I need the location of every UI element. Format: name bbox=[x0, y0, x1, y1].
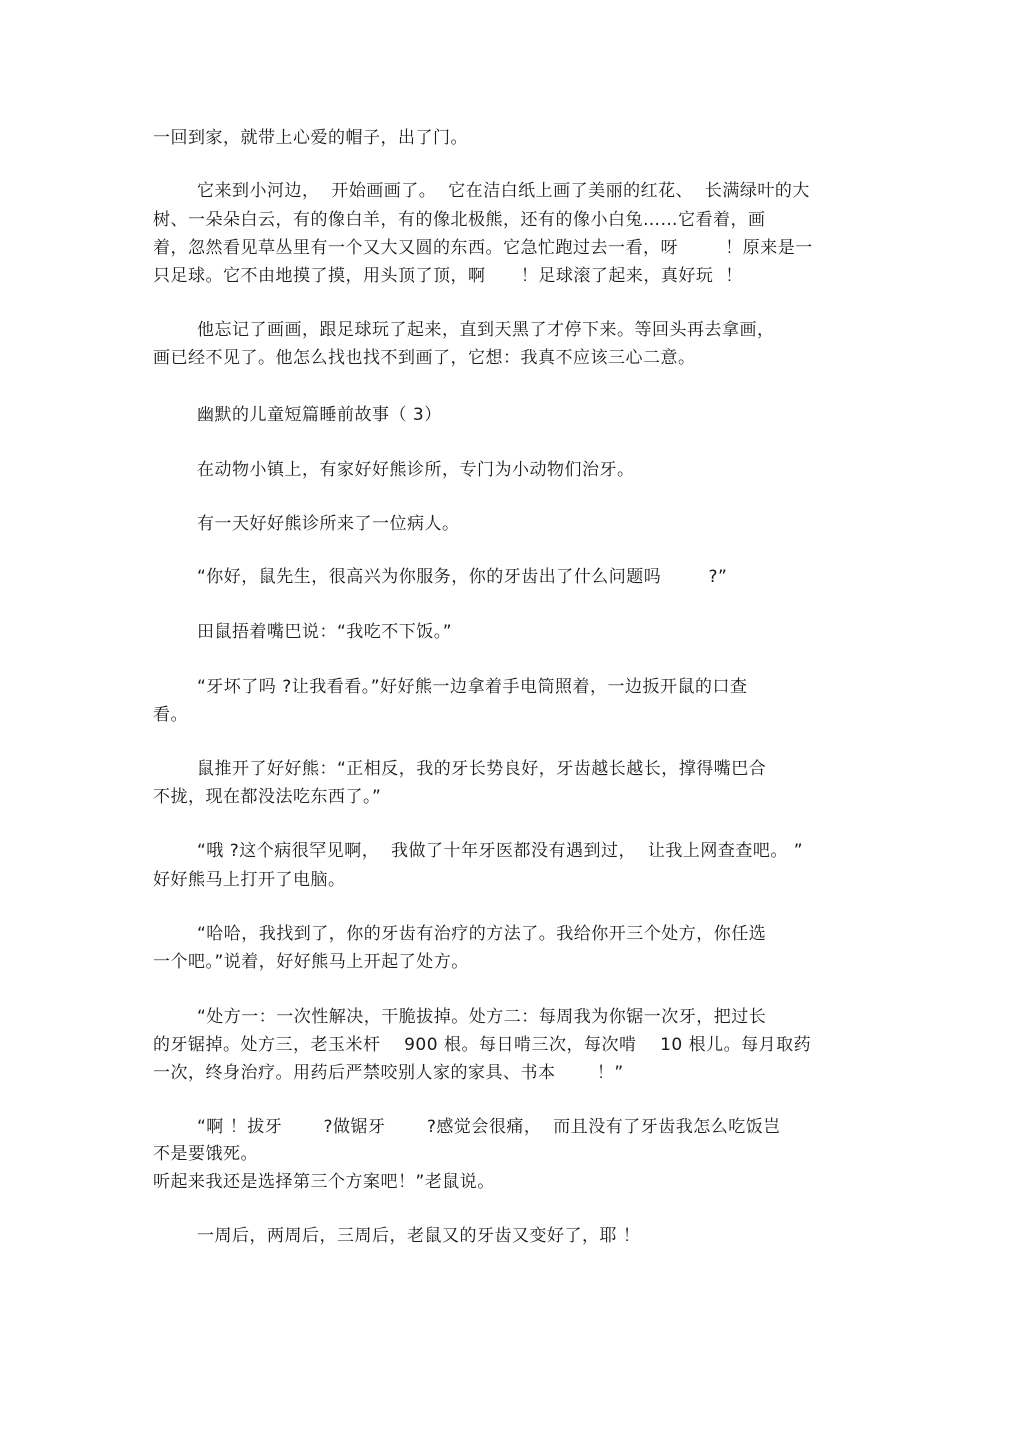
paragraph-line: 鼠推开了好好熊：“正相反，我的牙长势良好，牙齿越长越长，撑得嘴巴合 bbox=[197, 759, 767, 779]
paragraph-line: “啊 ！拔牙 ?做锯牙 ?感觉会很痛， 而且没有了牙齿我怎么吃饭岂 bbox=[197, 1117, 781, 1137]
paragraph-line: “哦 ?这个病很罕见啊， 我做了十年牙医都没有遇到过， 让我上网查查吧。 ” bbox=[197, 841, 804, 861]
paragraph-line: “牙坏了吗 ?让我看看。”好好熊一边拿着手电筒照着，一边扳开鼠的口查 bbox=[197, 677, 748, 697]
paragraph-line: 一回到家，就带上心爱的帽子，出了门。 bbox=[153, 128, 468, 148]
paragraph-line: 一个吧。”说着，好好熊马上开起了处方。 bbox=[153, 952, 469, 972]
paragraph-line: “处方一：一次性解决，干脆拔掉。处方二：每周我为你锯一次牙，把过长 bbox=[197, 1007, 767, 1027]
paragraph-line: 只足球。它不由地摸了摸，用头顶了顶，啊 ！足球滚了起来，真好玩 ！ bbox=[153, 266, 743, 286]
paragraph-line: 不拢，现在都没法吃东西了。” bbox=[153, 787, 382, 807]
paragraph-line: “你好，鼠先生，很高兴为你服务，你的牙齿出了什么问题吗 ?” bbox=[197, 567, 728, 587]
paragraph-line: 好好熊马上打开了电脑。 bbox=[153, 870, 346, 890]
paragraph-line: 不是要饿死。 bbox=[153, 1144, 258, 1164]
paragraph-line: 一周后，两周后，三周后，老鼠又的牙齿又变好了，耶 ！ bbox=[197, 1226, 641, 1246]
paragraph-line: 听起来我还是选择第三个方案吧！”老鼠说。 bbox=[153, 1172, 495, 1192]
paragraph-line: 他忘记了画画，跟足球玩了起来，直到天黑了才停下来。等回头再去拿画， bbox=[197, 320, 775, 340]
paragraph-line: 看。 bbox=[153, 705, 188, 725]
paragraph-line: 的牙锯掉。处方三，老玉米杆 900 根。每日啃三次，每次啃 10 根儿。每月取药 bbox=[153, 1035, 812, 1055]
paragraph-line: 一次，终身治疗。用药后严禁咬别人家的家具、书本 ！” bbox=[153, 1063, 624, 1083]
paragraph-line: 田鼠捂着嘴巴说：“我吃不下饭。” bbox=[197, 622, 453, 642]
paragraph-line: “哈哈，我找到了，你的牙齿有治疗的方法了。我给你开三个处方，你任选 bbox=[197, 924, 767, 944]
paragraph-line: 在动物小镇上，有家好好熊诊所，专门为小动物们治牙。 bbox=[197, 460, 635, 480]
paragraph-line: 着，忽然看见草丛里有一个又大又圆的东西。它急忙跑过去一看，呀 ！原来是一 bbox=[153, 238, 813, 258]
paragraph-line: 画已经不见了。他怎么找也找不到画了，它想：我真不应该三心二意。 bbox=[153, 348, 696, 368]
paragraph-line: 树、一朵朵白云，有的像白羊，有的像北极熊，还有的像小白兔……它看着，画 bbox=[153, 210, 766, 230]
section-heading: 幽默的儿童短篇睡前故事（ 3） bbox=[197, 405, 442, 425]
paragraph-line: 有一天好好熊诊所来了一位病人。 bbox=[197, 514, 460, 534]
paragraph-line: 它来到小河边， 开始画画了。 它在洁白纸上画了美丽的红花、 长满绿叶的大 bbox=[197, 181, 810, 201]
